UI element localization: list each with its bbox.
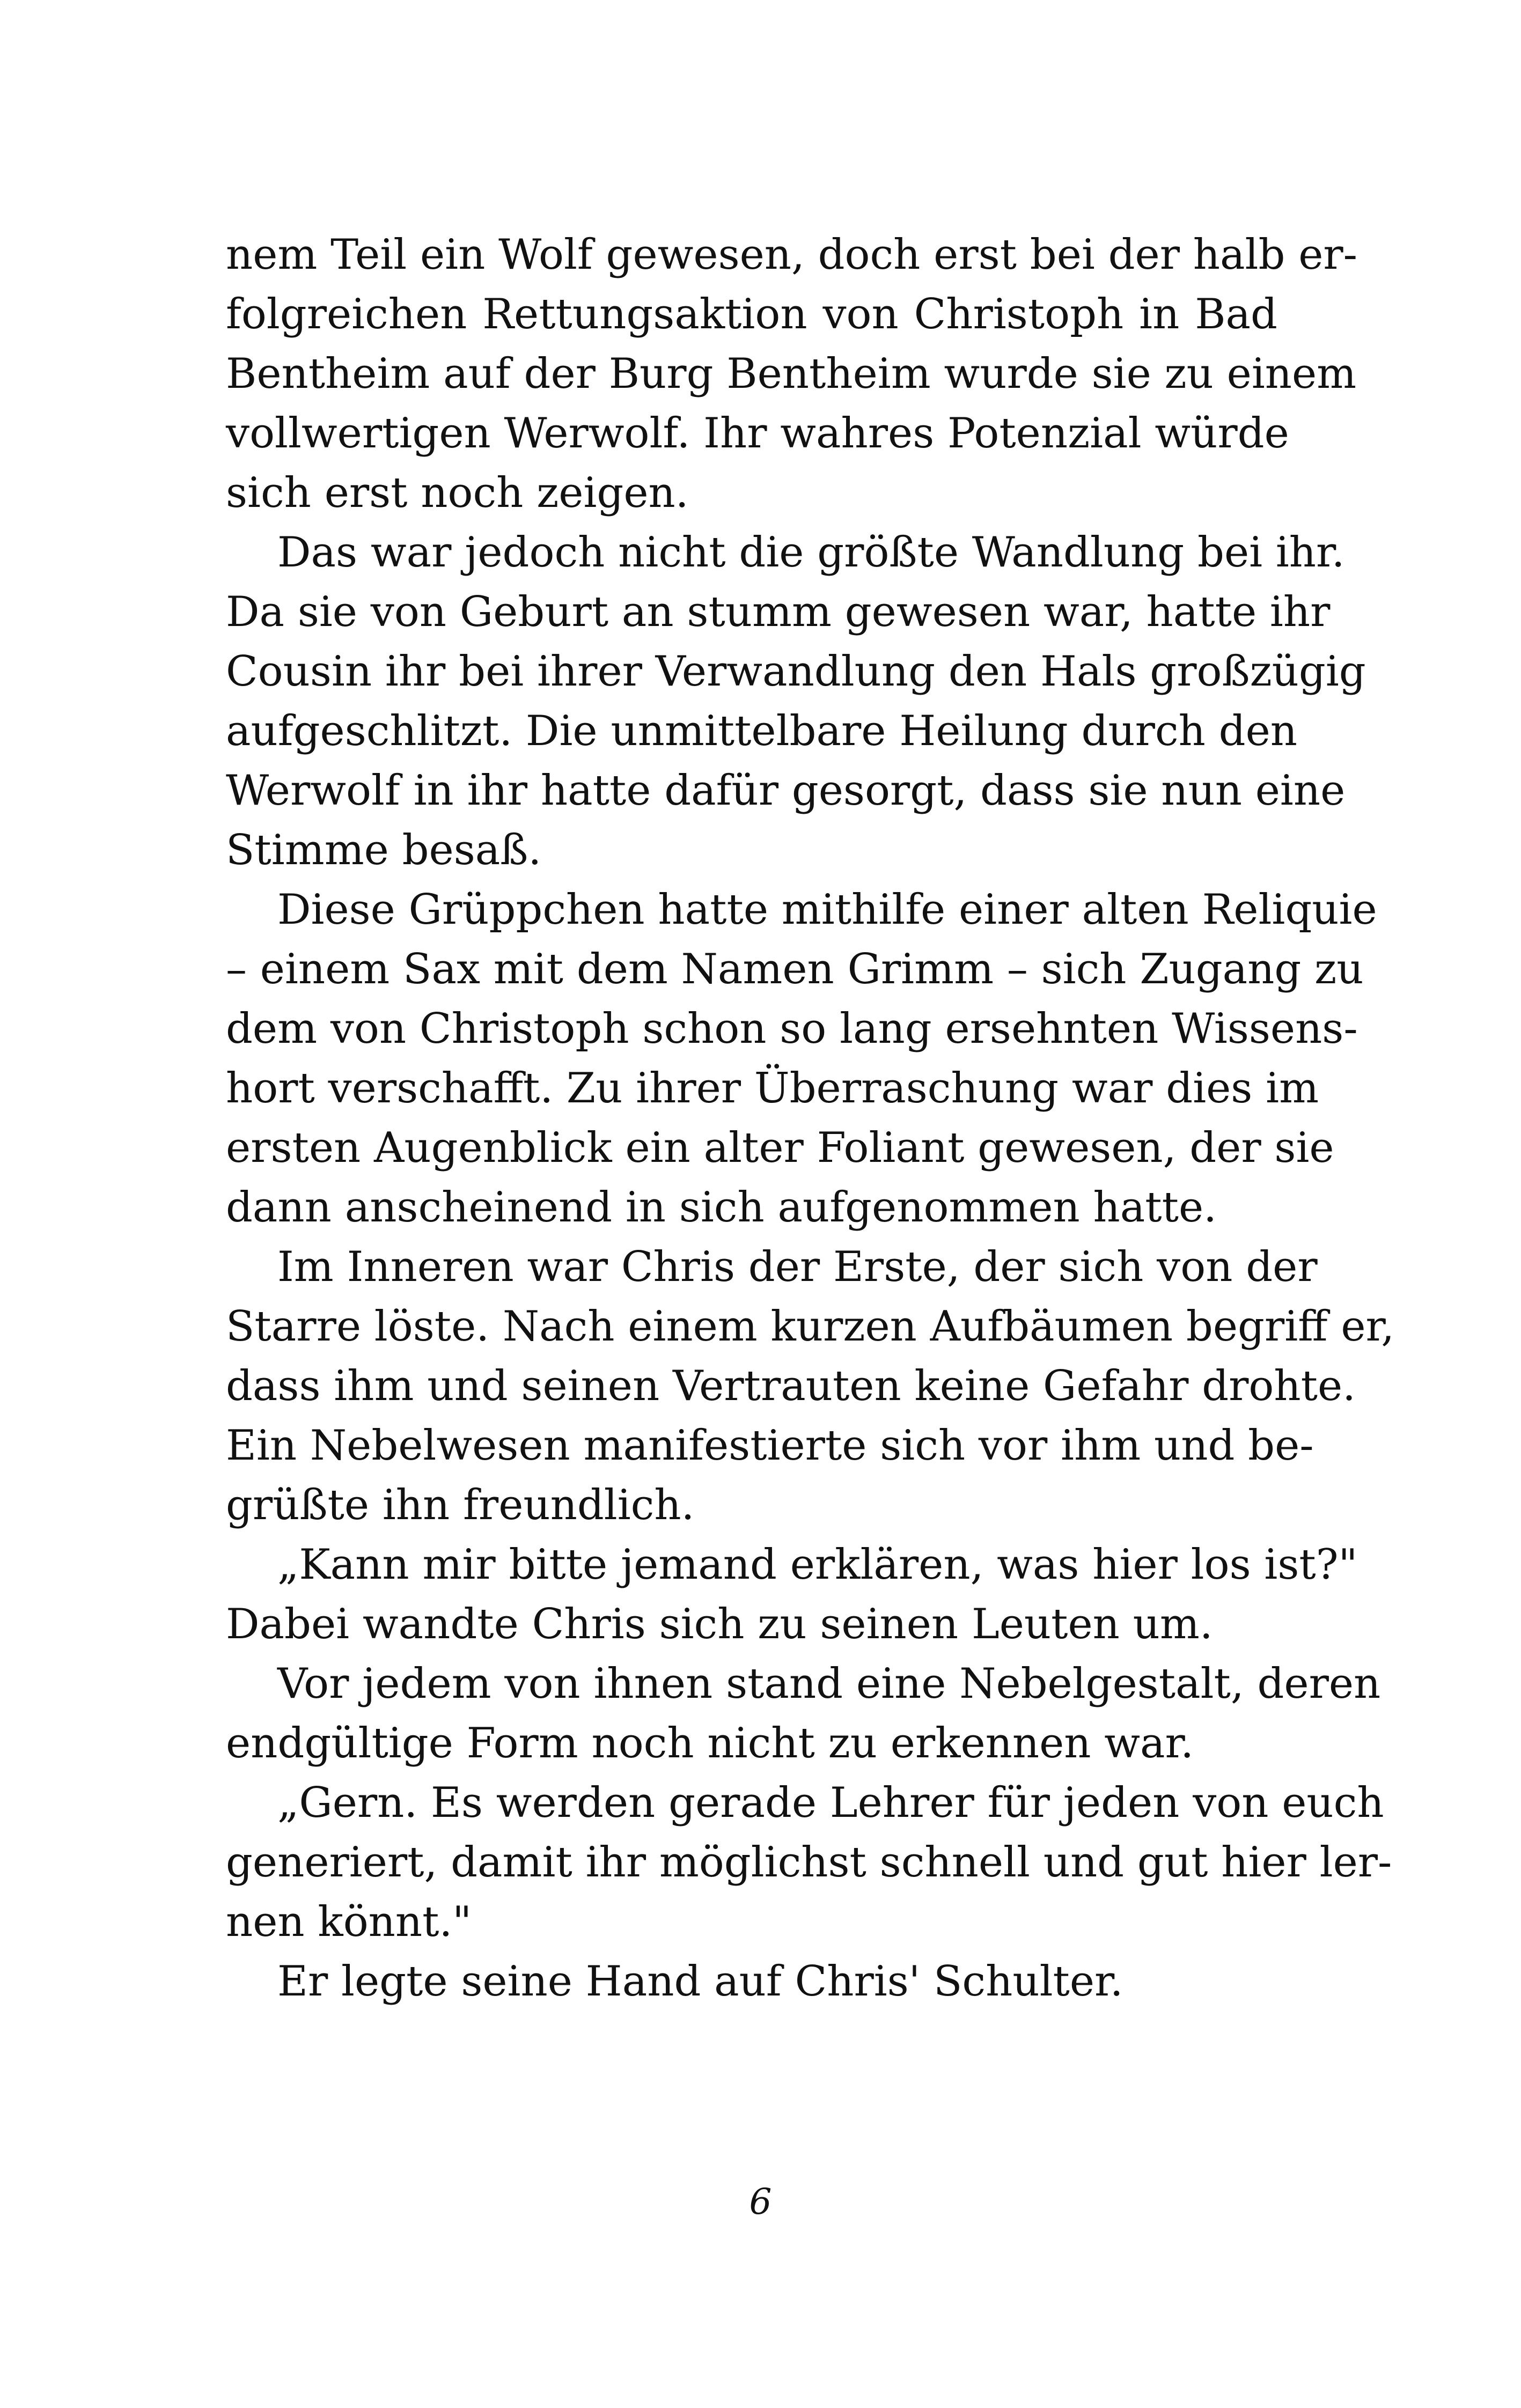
text-line: dem von Christoph schon so lang ersehnten Wissens- <box>226 1005 1358 1053</box>
text-line: generiert, damit ihr möglichst schnell und gut hier ler- <box>226 1838 1392 1887</box>
text-line: Da sie von Geburt an stumm gewesen war, hatte ihr <box>226 588 1331 636</box>
text-line: Dabei wandte Chris sich zu seinen Leuten um. <box>226 1600 1213 1648</box>
text-line: Werwolf in ihr hatte dafür gesorgt, dass sie nun eine <box>226 767 1346 815</box>
text-line: folgreichen Rettungsaktion von Christoph in Bad <box>226 290 1277 338</box>
text-line: „Gern. Es werden gerade Lehrer für jeden von euch <box>277 1779 1384 1827</box>
text-line: Vor jedem von ihnen stand eine Nebelgestalt, deren <box>277 1660 1381 1708</box>
text-line: Stimme besaß. <box>226 826 542 874</box>
text-line: dass ihm und seinen Vertrauten keine Gefahr drohte. <box>226 1362 1356 1410</box>
page-number: 6 <box>749 2181 772 2222</box>
text-line: sich erst noch zeigen. <box>226 469 689 517</box>
text-line: Bentheim auf der Burg Bentheim wurde sie zu einem <box>226 350 1357 398</box>
text-line: dann anscheinend in sich aufgenommen hatte. <box>226 1183 1217 1232</box>
text-line: ersten Augenblick ein alter Foliant gewesen, der sie <box>226 1124 1334 1172</box>
text-line: grüßte ihn freundlich. <box>226 1481 695 1529</box>
text-line: hort verschafft. Zu ihrer Überraschung war dies im <box>226 1064 1319 1113</box>
text-line: Er legte seine Hand auf Chris' Schulter. <box>277 1957 1123 2006</box>
text-line: Diese Grüppchen hatte mithilfe einer alten Reliquie <box>277 886 1377 934</box>
text-line: Ein Nebelwesen manifestierte sich vor ihm und be- <box>226 1422 1314 1470</box>
text-line: – einem Sax mit dem Namen Grimm – sich Zugang zu <box>226 945 1364 993</box>
text-line: vollwertigen Werwolf. Ihr wahres Potenzial würde <box>226 409 1289 458</box>
text-line: Cousin ihr bei ihrer Verwandlung den Hals großzügig <box>226 647 1366 696</box>
text-line: aufgeschlitzt. Die unmittelbare Heilung durch den <box>226 707 1297 755</box>
text-line: Starre löste. Nach einem kurzen Aufbäumen begriff er, <box>226 1302 1395 1351</box>
text-line: „Kann mir bitte jemand erklären, was hier los ist?" <box>277 1541 1358 1589</box>
text-line: nem Teil ein Wolf gewesen, doch erst bei der halb er- <box>226 231 1358 279</box>
text-line: endgültige Form noch nicht zu erkennen war. <box>226 1719 1194 1768</box>
text-line: nen könnt." <box>226 1898 472 1946</box>
text-line: Im Inneren war Chris der Erste, der sich von der <box>277 1243 1318 1291</box>
text-line: Das war jedoch nicht die größte Wandlung bei ihr. <box>277 528 1345 577</box>
